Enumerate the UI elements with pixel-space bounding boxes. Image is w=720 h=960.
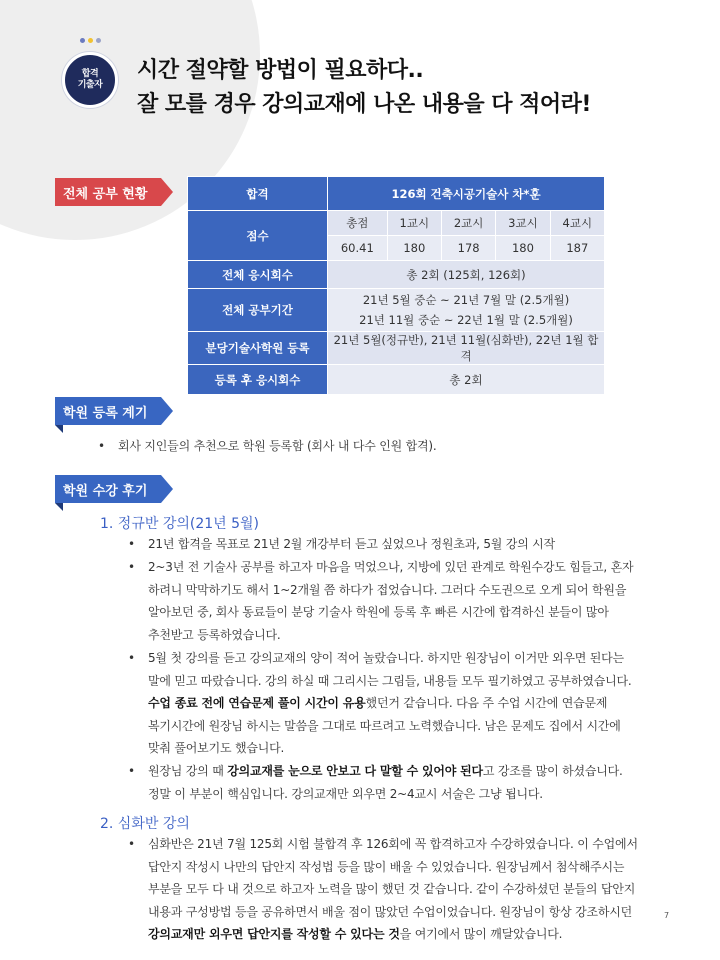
table-row-after (188, 365, 605, 395)
period-value (328, 289, 605, 332)
bullet-mark: • (98, 439, 105, 453)
advanced-class-heading: 2. 심화반 강의 (100, 816, 190, 832)
bullet-mark: • (128, 560, 135, 574)
page-number: 7 (664, 911, 670, 920)
regular-bullet-1-text: 21년 합격을 목표로 21년 2월 개강부터 듣고 싶었으나 정원초과, 5월 강의 시작 (148, 537, 555, 551)
period-line-1: 21년 5월 중순 ~ 21년 7월 말 (2.5개월) (362, 293, 570, 307)
regular-bullet-3-line-2: 말에 믿고 따랐습니다. 강의 하실 때 그리시는 그림들, 내용들 모두 필기하였고 공부하였습니다. (148, 673, 632, 688)
regular-bullet-4-line-1 (148, 760, 623, 783)
regular-bullet-4-post: 고 강조를 많이 하셨습니다. (482, 764, 623, 778)
table-row-score-headers (188, 211, 605, 236)
after-value: 총 2회 (328, 365, 605, 395)
section-tag-review (55, 475, 161, 503)
advanced-bullet-1-emphasis: 강의교재만 외우면 답안지를 작성할 수 있다는 것 (148, 927, 400, 941)
score-value-1: 180 (387, 236, 441, 261)
regular-class-heading: 1. 정규반 강의(21년 5월) (100, 516, 260, 532)
dot-1 (80, 38, 85, 43)
academy-value: 21년 5월(정규반), 21년 11월(심화반), 22년 1월 합격 (328, 332, 605, 365)
table-row-period (188, 289, 605, 332)
score-value-3: 180 (496, 236, 550, 261)
regular-bullet-4-pre: 원장님 강의 때 (148, 764, 228, 778)
regular-bullet-3-line-4: 복기시간에 원장님 하시는 말씀을 그대로 따르려고 노력했습니다. 남은 문제도 집에서 시간에 (148, 718, 621, 733)
tag-fold (55, 503, 63, 511)
period-label: 전체 공부기간 (188, 289, 328, 332)
score-value-total: 60.41 (328, 236, 388, 261)
regular-bullet-2-line-4: 추천받고 등록하였습니다. (148, 627, 281, 642)
regular-bullet-4-emphasis: 강의교재를 눈으로 안보고 다 말할 수 있어야 된다 (227, 764, 483, 778)
score-value-4: 187 (550, 236, 604, 261)
regular-bullet-4 (128, 760, 623, 805)
score-header-total: 총점 (328, 211, 388, 236)
pass-value: 126회 건축시공기술사 차*훈 (328, 177, 605, 211)
section-tag-reason (55, 397, 161, 425)
tag-fold (55, 425, 63, 433)
logo-line-1: 합격 (81, 69, 99, 79)
bullet-mark: • (128, 837, 135, 851)
score-header-4: 4교시 (550, 211, 604, 236)
regular-bullet-2-line-3: 알아보던 중, 회사 동료들이 분당 기술사 학원에 등록 후 빠른 시간에 합격하신 분들이 많아 (148, 605, 609, 619)
pass-label: 합격 (188, 177, 328, 211)
section-tag-status-label: 전체 공부 현황 (63, 186, 148, 202)
period-line-2: 21년 11월 중순 ~ 22년 1월 말 (2.5개월) (359, 313, 573, 327)
bullet-mark: • (128, 537, 135, 551)
table-row-pass (188, 177, 605, 211)
advanced-bullet-1-line-2: 답안지 작성시 나만의 답안지 작성법 등을 많이 배울 수 있었습니다. 원장님께서 첨삭해주시는 (148, 859, 625, 874)
bullet-mark: • (128, 651, 135, 665)
regular-bullet-3-emphasis: 수업 종료 전에 연습문제 풀이 시간이 유용 (148, 696, 366, 710)
score-label: 점수 (188, 211, 328, 261)
attempts-value: 총 2회 (125회, 126회) (328, 261, 605, 289)
bullet-mark: • (128, 764, 135, 778)
headline-line-2: 잘 모를 경우 강의교재에 나온 내용을 다 적어라! (137, 92, 591, 117)
header-dots (80, 38, 101, 43)
regular-bullet-2 (128, 556, 634, 646)
regular-bullet-3-line-1: 5월 첫 강의를 듣고 강의교재의 양이 적어 놀랐습니다. 하지만 원장님이 이거만 외우면 된다는 (148, 651, 624, 665)
advanced-bullet-1-line-4: 내용과 구성방법 등을 공유하면서 배울 점이 많았던 수업이었습니다. 원장님이 항상 강조하시던 (148, 904, 633, 919)
table-row-academy (188, 332, 605, 365)
headline-line-1: 시간 절약할 방법이 필요하다.. (137, 58, 424, 83)
regular-bullet-4-line-2: 정말 이 부분이 핵심입니다. 강의교재만 외우면 2~4교시 서술은 그냥 됩니다. (148, 786, 543, 801)
attempts-label: 전체 응시회수 (188, 261, 328, 289)
section-tag-review-label: 학원 수강 후기 (63, 483, 148, 499)
dot-3 (96, 38, 101, 43)
score-header-3: 3교시 (496, 211, 550, 236)
advanced-bullet-1-line-3: 부분을 모두 다 내 것으로 하고자 노력을 많이 했던 것 같습니다. 같이 수강하셨던 분들의 답안지 (148, 882, 636, 896)
advanced-bullet-1-rest: 을 여기에서 많이 깨달았습니다. (399, 927, 563, 941)
after-label: 등록 후 응시회수 (188, 365, 328, 395)
headline (137, 54, 591, 122)
advanced-bullet-1-line-1: 심화반은 21년 7월 125회 시험 불합격 후 126회에 꼭 합격하고자 수강하였습니다. 이 수업에서 (148, 837, 638, 851)
regular-bullet-1 (128, 533, 555, 556)
dot-2 (88, 38, 93, 43)
study-summary-table (187, 176, 605, 395)
regular-bullet-3 (128, 647, 632, 760)
section-tag-reason-label: 학원 등록 계기 (63, 405, 148, 421)
regular-bullet-2-line-2: 하려니 막막하기도 해서 1~2개월 쯤 하다가 접었습니다. 그러다 수도권으로 오게 되어 학원을 (148, 582, 627, 597)
pass-badge-logo (62, 52, 118, 108)
logo-line-2: 기출자 (77, 80, 103, 90)
advanced-bullet-1 (128, 833, 638, 946)
regular-bullet-3-line-3-rest: 했던거 같습니다. 다음 주 수업 시간에 연습문제 (365, 696, 608, 710)
regular-bullet-3-line-3 (148, 692, 632, 715)
regular-bullet-3-line-5: 맞춰 풀어보기도 했습니다. (148, 741, 285, 755)
score-value-2: 178 (441, 236, 495, 261)
section-tag-status (55, 178, 161, 206)
academy-label: 분당기술사학원 등록 (188, 332, 328, 365)
advanced-bullet-1-line-5 (148, 923, 638, 946)
regular-bullet-2-line-1: 2~3년 전 기술사 공부를 하고자 마음을 먹었으나, 지방에 있던 관계로 학원수강도 힘들고, 혼자 (148, 560, 634, 574)
score-header-1: 1교시 (387, 211, 441, 236)
reason-bullet (98, 435, 437, 458)
score-header-2: 2교시 (441, 211, 495, 236)
table-row-attempts (188, 261, 605, 289)
reason-bullet-text: 회사 지인들의 추천으로 학원 등록함 (회사 내 다수 인원 합격). (118, 439, 437, 453)
